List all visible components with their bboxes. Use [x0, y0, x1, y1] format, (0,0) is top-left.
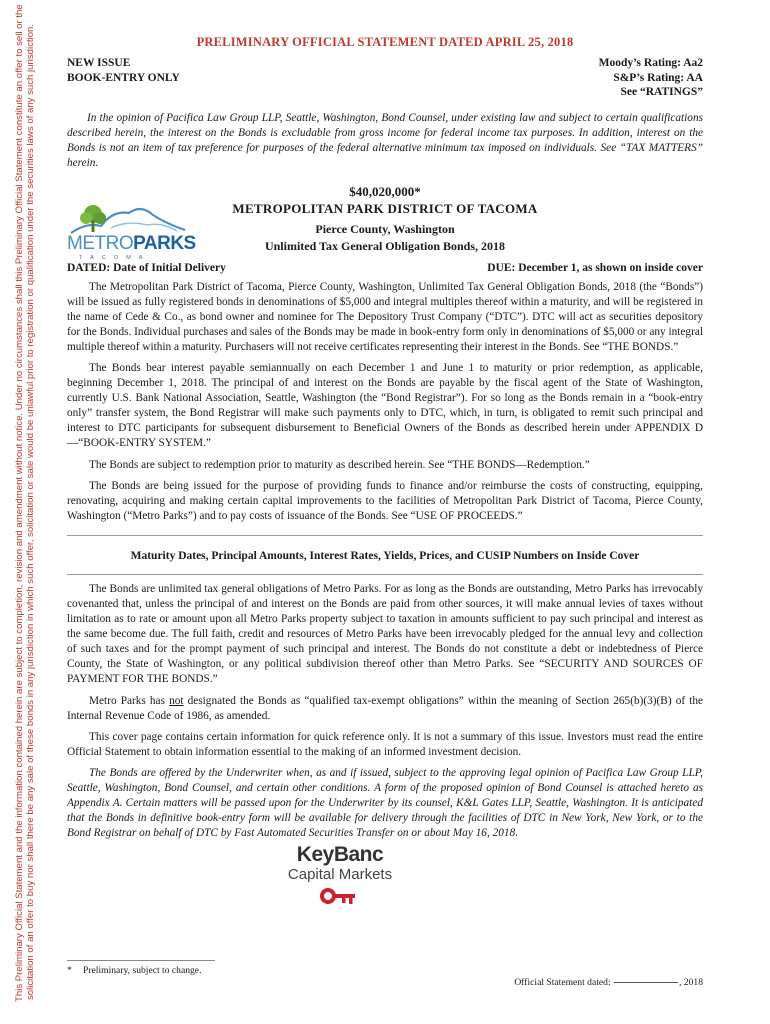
sp-rating: S&P’s Rating: AA — [613, 71, 703, 84]
paragraph-quick-reference: This cover page contains certain information for quick reference only. It is not a summary of this issue. Investors must read the entire Official Statement to obtain information essential to the making of an informed investment decision. — [67, 730, 703, 758]
tax-exempt-text-after: designated the Bonds as “qualified tax-exempt obligations” within the meaning of Section 265(b)(3)(B) of the Internal Revenue Code of 1986, as amended. — [67, 694, 704, 722]
ratings — [599, 56, 703, 100]
footnote-symbol: * — [67, 965, 72, 976]
footnote — [67, 960, 215, 976]
disclaimer-text — [14, 4, 36, 1002]
book-entry-label: BOOK-ENTRY ONLY — [67, 71, 180, 84]
keybanc-sub: Capital Markets — [287, 866, 393, 883]
footnote-text: Preliminary, subject to change. — [83, 965, 202, 976]
issue-ratings-row — [67, 56, 703, 100]
new-issue-label: NEW ISSUE — [67, 57, 131, 69]
see-ratings: See “RATINGS” — [620, 86, 703, 98]
date-blank-line — [614, 982, 678, 983]
divider-bottom — [67, 574, 703, 575]
mountain-tree-icon — [67, 200, 192, 236]
key-icon — [320, 886, 360, 906]
keybanc-logo — [270, 844, 410, 906]
keybanc-name: KeyBanc — [296, 843, 384, 866]
issuer-name: METROPOLITAN PARK DISTRICT OF TACOMA — [232, 200, 538, 216]
issue-type — [67, 56, 180, 100]
official-statement-dated — [514, 977, 703, 988]
title-block — [67, 183, 703, 261]
preliminary-title: PRELIMINARY OFFICIAL STATEMENT DATED APRIL 25, 2018 — [196, 35, 574, 49]
paragraph-purpose: The Bonds are being issued for the purpose of providing funds to finance and/or reimburse the costs of constructing, equipping, renovating, acquiring and making certain capital improvements to the facilities of Metropolitan Park District of Tacoma, Pierce County, Washington (“Metro Parks”) and to pay costs of issuance of the Bonds. See “USE OF PROCEEDS.” — [67, 479, 703, 522]
logo-metro: METRO — [67, 232, 134, 254]
divider-top — [67, 535, 703, 536]
disclaimer-line-2: solicitation of an offer to buy nor shall there be any sale of these bonds in any jurisdiction in which such offer, solicitation or sale would be unlawful prior to registration or qualification under the securities laws of any such jurisdiction. — [25, 23, 36, 1001]
paragraph-registration: The Metropolitan Park District of Tacoma, Pierce County, Washington, Unlimited Tax General Obligation Bonds, 2018 (the “Bonds”) will be issued as fully registered bonds in denominations of $5,000 and integral multiples thereof within a maturity, and will be registered in the name of Cede & Co., as bond owner and nominee for The Depository Trust Company (“DTC”). DTC will act as securities depository for the Bonds. Individual purchases and sales of the Bonds may be made in book-entry form only in denominations of $5,000 or any integral multiple thereof within a maturity. Purchasers will not receive certificates representing their interest in the Bonds. See “THE BONDS.” — [67, 280, 703, 353]
statement-dated-label: Official Statement dated: — [514, 977, 611, 988]
paragraph-interest: The Bonds bear interest payable semiannually on each December 1 and June 1 to maturity or prior redemption, as applicable, beginning December 1, 2018. The principal of and interest on the Bonds are payable by the fiscal agent of the State of Washington, currently U.S. Bank National Association, Seattle, Washington (the “Bond Registrar”). For so long as the Bonds remain in a “book-entry only” transfer system, the Bond Registrar will make such payments only to DTC, which, in turn, is obligated to remit such principal and interest to DTC participants for subsequent disbursement to Beneficial Owners of the Bonds as described herein under APPENDIX D—“BOOK-ENTRY SYSTEM.” — [67, 361, 703, 450]
paragraph-security: The Bonds are unlimited tax general obligations of Metro Parks. For as long as the Bonds are outstanding, Metro Parks has irrevocably covenanted that, unless the principal of and interest on the Bonds are paid from other sources, it will make annual levies of taxes without limitation as to rate or amount upon all Metro Parks property subject to taxation in amounts sufficient to pay such principal and interest as the same become due. The full faith, credit and resources of Metro Parks have been irrevocably pledged for the annual levy and collection of such taxes and for the prompt payment of such principal and interest. The Bonds do not constitute a debt or indebtedness of Pierce County, the State of Washington, or any political subdivision thereof other than Metro Parks. See “SECURITY AND SOURCES OF PAYMENT FOR THE BONDS.” — [67, 582, 703, 686]
logo-wordmark — [67, 233, 196, 255]
statement-dated-year: , 2018 — [679, 977, 703, 988]
disclaimer-sidebar — [0, 0, 50, 1024]
not-emphasis: not — [169, 694, 184, 707]
logo-parks: PARKS — [133, 232, 196, 254]
maturity-heading: Maturity Dates, Principal Amounts, Interest Rates, Yields, Prices, and CUSIP Numbers on Inside Cover — [130, 549, 640, 562]
county-name: Pierce County, Washington — [315, 221, 455, 236]
cover-page — [67, 30, 703, 841]
paragraph-tax-exempt — [67, 694, 703, 724]
paragraph-redemption: The Bonds are subject to redemption prior to maturity as described herein. See “THE BONDS—Redemption.” — [89, 458, 590, 471]
logo-tacoma: TACOMA — [79, 254, 151, 261]
moodys-rating: Moody’s Rating: Aa2 — [598, 57, 703, 69]
due-label: DUE: December 1, as shown on inside cover — [487, 261, 703, 274]
bonds-title: Unlimited Tax General Obligation Bonds, 2018 — [264, 238, 506, 253]
tax-exempt-text-before: Metro Parks has — [89, 694, 170, 707]
dated-label: DATED: Date of Initial Delivery — [67, 261, 226, 274]
tax-opinion: In the opinion of Pacifica Law Group LLP, Seattle, Washington, Bond Counsel, under existing law and subject to certain qualifications described herein, the interest on the Bonds is excludable from gross income for federal income tax purposes. In addition, interest on the Bonds is not an item of tax preference for purposes of the federal alternative minimum tax imposed on individuals. See “TAX MATTERS” herein. — [67, 111, 703, 169]
bond-amount: $40,020,000* — [349, 183, 421, 199]
dated-due-row — [67, 262, 703, 274]
disclaimer-line-1: This Preliminary Official Statement and the information contained herein are subject to completion, revision and amendment without notice. Under no circumstances shall this Preliminary Official Statement constitute an offer to sell or the — [14, 4, 25, 1002]
metro-parks-logo — [67, 200, 196, 261]
paragraph-offering: The Bonds are offered by the Underwriter when, as and if issued, subject to the approving legal opinion of Pacifica Law Group LLP, Seattle, Washington, Bond Counsel, and certain other conditions. A form of the proposed opinion of Bond Counsel is attached hereto as Appendix A. Certain matters will be passed upon for the Underwriter by its counsel, K&L Gates LLP, Seattle, Washington. It is anticipated that the Bonds in definitive book-entry form will be available for delivery through the facilities of DTC in New York, New York, or to the Bond Registrar on behalf of DTC by Fast Automated Securities Transfer on or about May 16, 2018. — [67, 766, 703, 840]
